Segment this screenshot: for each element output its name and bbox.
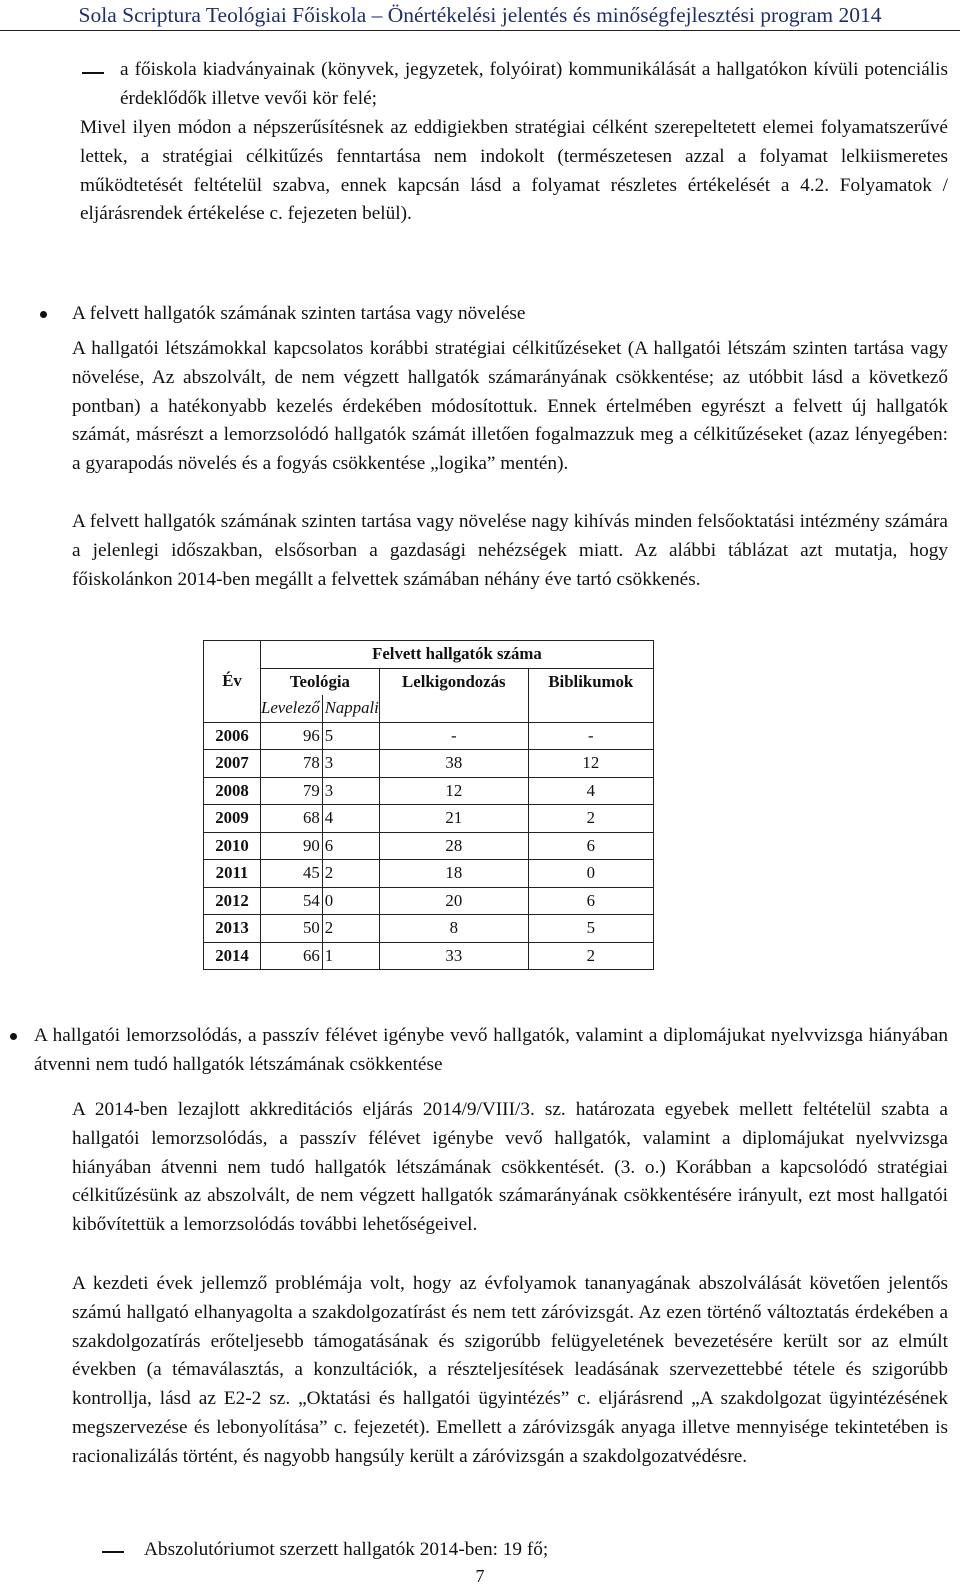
table-row <box>204 777 654 805</box>
section2-heading: A hallgatói lemorzsolódás, a passzív félévet igénybe vevő hallgatók, valamint a diplomájukat nyelvvizsga hiányában átvenni nem tudó hallgatók létszámának csökkentése <box>34 1025 948 1075</box>
lelkigondozas-cell: 33 <box>379 942 528 970</box>
biblikumok-cell: 6 <box>528 887 653 915</box>
year-cell: 2014 <box>204 942 261 970</box>
nappali-cell: 3 <box>322 750 379 778</box>
lelkigondozas-cell: 21 <box>379 805 528 833</box>
table-row <box>204 805 654 833</box>
table-row <box>204 887 654 915</box>
lelkigondozas-cell: 20 <box>379 887 528 915</box>
biblikumok-cell: 5 <box>528 915 653 943</box>
intro-dash-item: a főiskola kiadványainak (könyvek, jegyzetek, folyóirat) kommunikálását a hallgatókon kívüli potenciális érdeklődők illetve vevői kör felé; <box>120 59 948 109</box>
levelezo-cell: 66 <box>261 942 323 970</box>
col-teologia-header: Teológia <box>261 668 380 695</box>
admissions-table <box>203 640 654 970</box>
page-header: Sola Scriptura Teológiai Főiskola – Önértékelési jelentés és minőségfejlesztési program 2014 <box>0 0 960 31</box>
lelkigondozas-cell: 8 <box>379 915 528 943</box>
year-cell: 2006 <box>204 722 261 750</box>
table-row <box>204 750 654 778</box>
year-cell: 2011 <box>204 860 261 888</box>
section1-heading: A felvett hallgatók számának szinten tartása vagy növelése <box>72 303 526 324</box>
biblikumok-cell: 4 <box>528 777 653 805</box>
biblikumok-cell: 12 <box>528 750 653 778</box>
table-row <box>204 942 654 970</box>
sub-levelezo: Levelező <box>261 695 323 722</box>
levelezo-cell: 78 <box>261 750 323 778</box>
section2-bullet <box>10 1033 17 1040</box>
nappali-cell: 0 <box>322 887 379 915</box>
levelezo-cell: 50 <box>261 915 323 943</box>
year-cell: 2007 <box>204 750 261 778</box>
section1-paragraph1: A hallgatói létszámokkal kapcsolatos korábbi stratégiai célkitűzéseket (A hallgatói létszám szinten tartása vagy növelése, Az abszolvált, de nem végzett hallgatók számarányának csökkentése; az utóbbit lásd a következő pontban) a hatékonyabb kezelés érdekében módosítottuk. Ennek értelmében egyrészt a felvett új hallgatók számát, másrészt a lemorzsolódó hallgatók számát illetően fogalmazzuk meg a célkitűzéseket (azaz lényegében: a gyarapodás növelés és a fogyás csökkentése „logika” mentén). <box>72 338 948 475</box>
table-row <box>204 860 654 888</box>
biblikumok-cell: 2 <box>528 805 653 833</box>
biblikumok-cell: 6 <box>528 832 653 860</box>
levelezo-cell: 96 <box>261 722 323 750</box>
levelezo-cell: 90 <box>261 832 323 860</box>
sub-nappali: Nappali <box>322 695 379 722</box>
lelkigondozas-cell: 18 <box>379 860 528 888</box>
intro-paragraph: Mivel ilyen módon a népszerűsítésnek az eddigiekben stratégiai célként szerepeltetett elemei folyamatszerűvé lettek, a stratégiai célkitűzés fenntartása nem indokolt (természetesen azzal a folyamat lelkiismeretes működtetését feltételül szabva, ennek kapcsán lásd a folyamat részletes értékelését a 4.2. Folyamatok / eljárásrendek értékelése c. fejezeten belül). <box>80 117 948 225</box>
section2-paragraph2: A kezdeti évek jellemző problémája volt, hogy az évfolyamok tananyagának abszolválását követően jelentős számú hallgató elhanyagolta a szakdolgozatírást és nem tett záróvizsgát. Az ezen történő változtatás érdekében a szakdolgozatírás erőteljesebb támogatásának és szigorúbb felügyeletének bevezetésére került sor az elmúlt években (a témaválasztás, a konzultációk, a részteljesítések leadásának szervezettebbé tétele és szigorúbb kontrollja, lásd az E2-2 sz. „Oktatási és hallgatói ügyintézés” c. eljárásrend „A szakdolgozat ügyintézésének megszervezése és lebonyolítása” c. fejezetét). Emellett a záróvizsgák anyaga illetve mennyisége tekintetében is racionalizálás történt, és nagyobb hangsúly került a záróvizsgán a szakdolgozatvédésre. <box>72 1273 948 1467</box>
nappali-cell: 3 <box>322 777 379 805</box>
lelkigondozas-cell: - <box>379 722 528 750</box>
nappali-cell: 6 <box>322 832 379 860</box>
year-cell: 2010 <box>204 832 261 860</box>
nappali-cell: 4 <box>322 805 379 833</box>
year-cell: 2008 <box>204 777 261 805</box>
year-cell: 2009 <box>204 805 261 833</box>
nappali-cell: 2 <box>322 860 379 888</box>
biblikumok-cell: - <box>528 722 653 750</box>
levelezo-cell: 68 <box>261 805 323 833</box>
dash-bullet <box>102 1551 124 1553</box>
col-lelki-header: Lelkigondozás <box>379 668 528 722</box>
section1-bullet <box>40 311 47 318</box>
nappali-cell: 5 <box>322 722 379 750</box>
table-row <box>204 722 654 750</box>
levelezo-cell: 79 <box>261 777 323 805</box>
table-row <box>204 915 654 943</box>
lelkigondozas-cell: 38 <box>379 750 528 778</box>
lelkigondozas-cell: 28 <box>379 832 528 860</box>
levelezo-cell: 45 <box>261 860 323 888</box>
section2-paragraph1: A 2014-ben lezajlott akkreditációs eljárás 2014/9/VIII/3. sz. határozata egyebek mellett feltételül szabta a hallgatói lemorzsolódás, a passzív félévet igénybe vevő hallgatók, valamint a diplomájukat nyelvvizsga hiányában átvenni nem tudó hallgatók létszámának csökkentését. (3. o.) Korábban a kapcsolódó stratégiai célkitűzésünk az abszolvált, de nem végzett hallgatók számarányának csökkentésére irányult, ezt most hallgatói kibővítettük a lemorzsolódás további lehetőségeivel. <box>72 1099 948 1236</box>
nappali-cell: 2 <box>322 915 379 943</box>
levelezo-cell: 54 <box>261 887 323 915</box>
lelkigondozas-cell: 12 <box>379 777 528 805</box>
biblikumok-cell: 0 <box>528 860 653 888</box>
section2-dash-item: Abszolutóriumot szerzett hallgatók 2014-ben: 19 fő; <box>144 1539 549 1560</box>
biblikumok-cell: 2 <box>528 942 653 970</box>
nappali-cell: 1 <box>322 942 379 970</box>
page-number: 7 <box>475 1566 485 1586</box>
section1-paragraph2: A felvett hallgatók számának szinten tartása vagy növelése nagy kihívás minden felsőoktatási intézmény számára a jelenlegi időszakban, elsősorban a gazdasági nehézségek miatt. Az alábbi táblázat azt mutatja, hogy főiskolánkon 2014-ben megállt a felvettek számában néhány éve tartó csökkenés. <box>72 511 948 590</box>
year-cell: 2012 <box>204 887 261 915</box>
group-header: Felvett hallgatók száma <box>261 641 654 669</box>
col-year-header: Év <box>204 641 261 723</box>
col-bibl-header: Biblikumok <box>528 668 653 722</box>
year-cell: 2013 <box>204 915 261 943</box>
dash-bullet <box>82 72 104 74</box>
table-row <box>204 832 654 860</box>
